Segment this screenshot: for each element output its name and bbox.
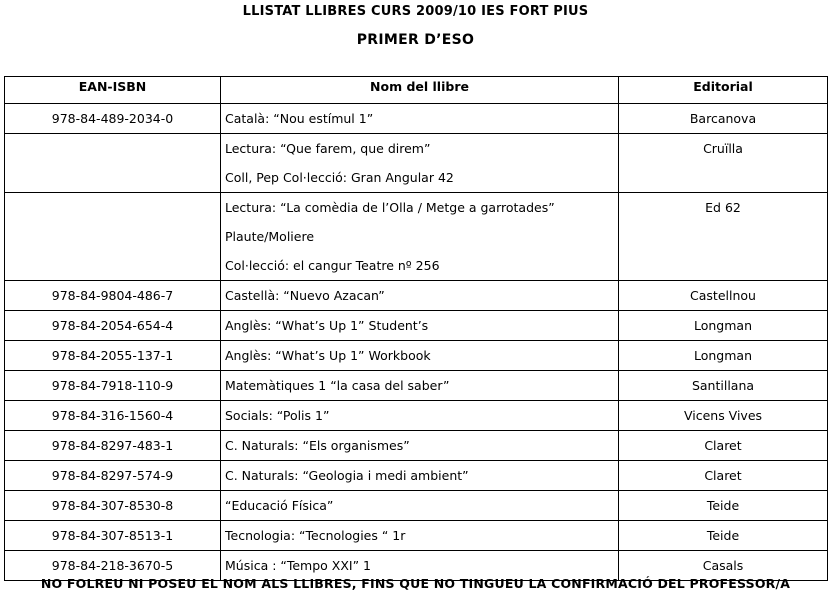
table-row [5, 401, 828, 431]
column-header-isbn: EAN-ISBN [5, 77, 221, 104]
isbn-cell [5, 193, 221, 281]
table-row [5, 521, 828, 551]
book-list-table [4, 76, 828, 581]
book-name-cell [221, 431, 619, 461]
book-name-cell [221, 491, 619, 521]
isbn-cell: 978-84-8297-574-9 [5, 461, 221, 491]
isbn-cell: 978-84-218-3670-5 [5, 551, 221, 581]
isbn-cell: 978-84-316-1560-4 [5, 401, 221, 431]
table-row [5, 281, 828, 311]
publisher-cell: Casals [619, 551, 828, 581]
book-name-cell [221, 281, 619, 311]
book-name-line: Música : “Tempo XXI” 1 [225, 558, 372, 573]
book-name-line: Català: “Nou estímul 1” [225, 111, 374, 126]
book-name-cell [221, 104, 619, 134]
document-title: LLISTAT LLIBRES CURS 2009/10 IES FORT PIUS [242, 4, 589, 19]
table-header-row [5, 77, 828, 104]
table-row [5, 311, 828, 341]
isbn-cell: 978-84-2054-654-4 [5, 311, 221, 341]
isbn-cell: 978-84-9804-486-7 [5, 281, 221, 311]
column-header-book-name: Nom del llibre [221, 77, 619, 104]
book-name-cell [221, 521, 619, 551]
book-name-line: Tecnologia: “Tecnologies “ 1r [225, 528, 406, 543]
publisher-cell: Teide [619, 491, 828, 521]
book-name-cell [221, 371, 619, 401]
publisher-cell: Vicens Vives [619, 401, 828, 431]
book-name-line: Socials: “Polis 1” [225, 408, 330, 423]
book-name-line: Lectura: “La comèdia de l’Olla / Metge a garrotades” [225, 200, 555, 215]
table-row [5, 134, 828, 193]
isbn-cell: 978-84-7918-110-9 [5, 371, 221, 401]
book-name-line: C. Naturals: “Els organismes” [225, 438, 410, 453]
book-name-cell [221, 461, 619, 491]
book-name-line: Anglès: “What’s Up 1” Workbook [225, 348, 431, 363]
table-row [5, 193, 828, 281]
publisher-cell: Santillana [619, 371, 828, 401]
course-subtitle: PRIMER D’ESO [356, 32, 475, 48]
table-row [5, 461, 828, 491]
isbn-cell: 978-84-489-2034-0 [5, 104, 221, 134]
column-header-publisher: Editorial [619, 77, 828, 104]
book-name-line: Plaute/Moliere [225, 229, 315, 244]
book-name-line: Coll, Pep Col·lecció: Gran Angular 42 [225, 170, 454, 185]
publisher-cell: Barcanova [619, 104, 828, 134]
book-name-cell [221, 311, 619, 341]
book-name-cell [221, 193, 619, 281]
isbn-cell [5, 134, 221, 193]
publisher-cell: Castellnou [619, 281, 828, 311]
table-row [5, 371, 828, 401]
footer-notice: NO FOLREU NI POSEU EL NOM ALS LLIBRES, FINS QUE NO TINGUEU LA CONFIRMACIÓ DEL PROFESSOR/A [40, 576, 791, 591]
publisher-cell: Teide [619, 521, 828, 551]
book-name-line: Castellà: “Nuevo Azacan” [225, 288, 385, 303]
isbn-cell: 978-84-2055-137-1 [5, 341, 221, 371]
isbn-cell: 978-84-307-8530-8 [5, 491, 221, 521]
book-name-line: Anglès: “What’s Up 1” Student’s [225, 318, 429, 333]
publisher-cell: Ed 62 [619, 193, 828, 281]
isbn-cell: 978-84-307-8513-1 [5, 521, 221, 551]
publisher-cell: Longman [619, 311, 828, 341]
book-name-line: C. Naturals: “Geologia i medi ambient” [225, 468, 469, 483]
book-name-cell [221, 341, 619, 371]
book-name-line: Col·lecció: el cangur Teatre nº 256 [225, 258, 440, 273]
book-name-cell [221, 401, 619, 431]
book-name-line: Lectura: “Que farem, que direm” [225, 141, 431, 156]
table-row [5, 341, 828, 371]
table-row [5, 104, 828, 134]
publisher-cell: Longman [619, 341, 828, 371]
book-name-cell [221, 134, 619, 193]
publisher-cell: Claret [619, 431, 828, 461]
table-row [5, 491, 828, 521]
book-name-line: “Educació Física” [225, 498, 334, 513]
publisher-cell: Cruïlla [619, 134, 828, 193]
isbn-cell: 978-84-8297-483-1 [5, 431, 221, 461]
publisher-cell: Claret [619, 461, 828, 491]
book-name-line: Matemàtiques 1 “la casa del saber” [225, 378, 450, 393]
table-row [5, 431, 828, 461]
